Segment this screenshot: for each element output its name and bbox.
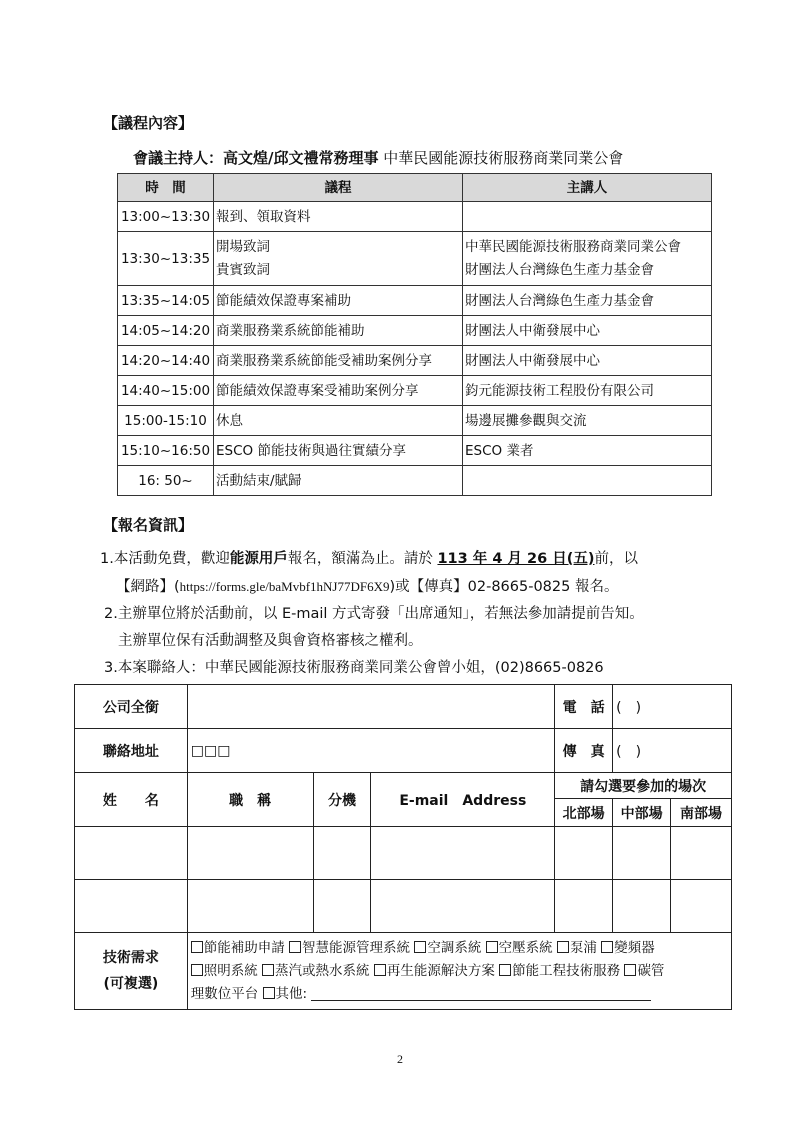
- attendee-central-check[interactable]: [613, 827, 671, 880]
- attendee-title-field[interactable]: [187, 880, 313, 933]
- checkbox-icon: [624, 964, 636, 976]
- info-text: 前，以: [594, 551, 638, 567]
- row-topic: 報到、領取資料: [214, 202, 463, 232]
- company-field[interactable]: [187, 685, 554, 729]
- tech-option-label: 智慧能源管理系統: [302, 939, 411, 956]
- host-line: [133, 147, 623, 168]
- ext-label: 分機: [313, 773, 371, 827]
- tech-option[interactable]: [601, 940, 655, 956]
- row-speaker-line: 財團法人台灣綠色生產力基金會: [465, 261, 654, 278]
- agenda-table: [117, 173, 712, 496]
- session-south: 南部場: [671, 799, 732, 827]
- row-speaker: [463, 466, 712, 496]
- form-row-tech: [75, 933, 732, 1010]
- row-time: 14:40~15:00: [118, 376, 214, 406]
- tech-option-label: 其他:: [275, 985, 308, 1002]
- phone-label: 電 話: [555, 685, 613, 729]
- row-topic: [214, 232, 463, 286]
- attendee-south-check[interactable]: [671, 827, 732, 880]
- tech-option-label: 碳管: [637, 962, 665, 979]
- header-speaker: 主講人: [463, 174, 712, 202]
- agenda-header-row: [118, 174, 712, 202]
- attendee-south-check[interactable]: [671, 880, 732, 933]
- attendee-name-field[interactable]: [75, 827, 188, 880]
- tech-option-label: 空調系統: [427, 939, 482, 956]
- tech-option[interactable]: [262, 963, 370, 979]
- table-row: [118, 376, 712, 406]
- session-central: 中部場: [613, 799, 671, 827]
- tech-option[interactable]: [499, 963, 620, 979]
- row-topic-line: 開場致詞: [216, 238, 270, 255]
- attendee-central-check[interactable]: [613, 880, 671, 933]
- info-line-1: [100, 546, 760, 573]
- tech-options: [187, 933, 731, 1010]
- checkbox-icon: [263, 987, 275, 999]
- row-speaker: 鈞元能源技術工程股份有限公司: [463, 376, 712, 406]
- table-row: [118, 346, 712, 376]
- session-label: 請勾選要參加的場次: [555, 773, 732, 799]
- tech-option-label: 泵浦: [569, 939, 597, 956]
- address-field[interactable]: □□□: [187, 729, 554, 773]
- checkbox-icon: [262, 964, 274, 976]
- company-label: 公司全銜: [75, 685, 188, 729]
- table-row: [118, 436, 712, 466]
- tech-option[interactable]: [289, 940, 410, 956]
- host-label: 會議主持人：: [133, 149, 224, 167]
- info-line-2: [100, 573, 760, 601]
- row-topic: ESCO 節能技術與過往實績分享: [214, 436, 463, 466]
- row-time: 14:05~14:20: [118, 316, 214, 346]
- row-speaker: 場邊展攤參觀與交流: [463, 406, 712, 436]
- row-time: 16: 50~: [118, 466, 214, 496]
- table-row: [118, 316, 712, 346]
- attendee-north-check[interactable]: [555, 880, 613, 933]
- checkbox-icon: [374, 964, 386, 976]
- info-text: 【網路】(: [116, 579, 180, 595]
- tech-label-note: (可複選): [103, 976, 159, 992]
- row-topic: 活動結束/賦歸: [214, 466, 463, 496]
- row-time: 14:20~14:40: [118, 346, 214, 376]
- checkbox-icon: [499, 964, 511, 976]
- other-input-line[interactable]: [311, 986, 651, 1001]
- row-speaker: 財團法人中衛發展中心: [463, 346, 712, 376]
- row-time: 15:00-15:10: [118, 406, 214, 436]
- row-topic: 商業服務業系統節能受補助案例分享: [214, 346, 463, 376]
- host-names: 高文煌/邱文禮常務理事: [223, 149, 379, 167]
- table-row: [118, 232, 712, 286]
- tech-option-label: 再生能源解決方案: [386, 962, 495, 979]
- host-org: 中華民國能源技術服務商業同業公會: [383, 149, 624, 167]
- tech-option[interactable]: [414, 940, 481, 956]
- info-highlight: 能源用戶: [229, 551, 288, 567]
- tech-option[interactable]: [374, 963, 495, 979]
- form-header-row: [75, 773, 732, 799]
- row-topic: 節能績效保證專案補助: [214, 286, 463, 316]
- tech-option[interactable]: [486, 940, 553, 956]
- info-line-4: 主辦單位保有活動調整及與會資格審核之權利。: [118, 633, 423, 649]
- tech-option[interactable]: [557, 940, 597, 956]
- attendee-email-field[interactable]: [371, 880, 555, 933]
- tech-option-cont: 理數位平台: [190, 985, 259, 1002]
- row-topic: 節能績效保證專案受補助案例分享: [214, 376, 463, 406]
- row-speaker: 財團法人中衛發展中心: [463, 316, 712, 346]
- row-time: 13:30~13:35: [118, 232, 214, 286]
- form-row-address: [75, 729, 732, 773]
- row-speaker: ESCO 業者: [463, 436, 712, 466]
- form-link[interactable]: https://forms.gle/baMvbf1hNJ77DF6X9: [179, 579, 390, 594]
- info-text: )或【傳真】02-8665-0825 報名。: [389, 579, 619, 595]
- row-time: 13:00~13:30: [118, 202, 214, 232]
- email-label: E-mail Address: [371, 773, 555, 827]
- table-row: [118, 406, 712, 436]
- checkbox-icon: [289, 941, 301, 953]
- table-row: [118, 286, 712, 316]
- tech-option[interactable]: [191, 963, 258, 979]
- page-number: 2: [397, 1052, 403, 1066]
- row-speaker: [463, 202, 712, 232]
- checkbox-icon: [601, 941, 613, 953]
- row-topic-line: 貴賓致詞: [216, 261, 270, 278]
- tech-label-cell: [75, 933, 188, 1010]
- attendee-row: [75, 827, 732, 880]
- row-time: 13:35~14:05: [118, 286, 214, 316]
- checkbox-icon: [191, 964, 203, 976]
- attendee-north-check[interactable]: [555, 827, 613, 880]
- agenda-section-title: 【議程內容】: [103, 114, 194, 132]
- checkbox-icon: [557, 941, 569, 953]
- session-north: 北部場: [555, 799, 613, 827]
- row-time: 15:10~16:50: [118, 436, 214, 466]
- row-speaker: 財團法人台灣綠色生產力基金會: [463, 286, 712, 316]
- tech-label: 技術需求: [102, 950, 159, 966]
- table-row: [118, 466, 712, 496]
- row-topic: 休息: [214, 406, 463, 436]
- checkbox-icon: [414, 941, 426, 953]
- info-line-5: 3.本案聯絡人：中華民國能源技術服務商業同業公會曾小姐，(02)8665-0826: [104, 660, 604, 676]
- tech-option-label: 空壓系統: [498, 939, 553, 956]
- registration-info: [100, 546, 760, 682]
- name-label: 姓 名: [75, 773, 188, 827]
- attendee-ext-field[interactable]: [313, 827, 371, 880]
- info-text: 報名，額滿為止。請於: [287, 551, 438, 567]
- form-row-company: [75, 685, 732, 729]
- attendee-title-field[interactable]: [187, 827, 313, 880]
- info-line-3: 2.主辦單位將於活動前，以 E-mail 方式寄發「出席通知」，若無法參加請提前告知。: [104, 606, 644, 622]
- tech-option-other[interactable]: [263, 986, 308, 1002]
- fax-field[interactable]: ( ): [613, 729, 732, 773]
- tech-option[interactable]: [191, 940, 285, 956]
- attendee-email-field[interactable]: [371, 827, 555, 880]
- attendee-ext-field[interactable]: [313, 880, 371, 933]
- registration-section-title: 【報名資訊】: [103, 516, 194, 534]
- attendee-row: [75, 880, 732, 933]
- checkbox-icon: [191, 941, 203, 953]
- tech-option-label: 節能工程技術服務: [512, 962, 621, 979]
- row-speaker: [463, 232, 712, 286]
- tech-option-label: 照明系統: [203, 962, 258, 979]
- title-label: 職 稱: [187, 773, 313, 827]
- deadline-date: 113 年 4 月 26 日(五): [437, 551, 595, 567]
- attendee-name-field[interactable]: [75, 880, 188, 933]
- tech-option[interactable]: [624, 963, 664, 979]
- fax-label: 傳 真: [555, 729, 613, 773]
- checkbox-icon: [486, 941, 498, 953]
- header-time: 時 間: [118, 174, 214, 202]
- phone-field[interactable]: ( ): [613, 685, 732, 729]
- registration-form: [74, 684, 732, 1010]
- row-speaker-line: 中華民國能源技術服務商業同業公會: [465, 238, 681, 255]
- info-text: 1.本活動免費，歡迎: [100, 551, 230, 567]
- tech-option-label: 節能補助申請: [203, 939, 285, 956]
- table-row: [118, 202, 712, 232]
- row-topic: 商業服務業系統節能補助: [214, 316, 463, 346]
- tech-option-label: 變頻器: [614, 939, 655, 956]
- tech-option-label: 蒸汽或熱水系統: [275, 962, 370, 979]
- header-topic: 議程: [214, 174, 463, 202]
- address-label: 聯絡地址: [75, 729, 188, 773]
